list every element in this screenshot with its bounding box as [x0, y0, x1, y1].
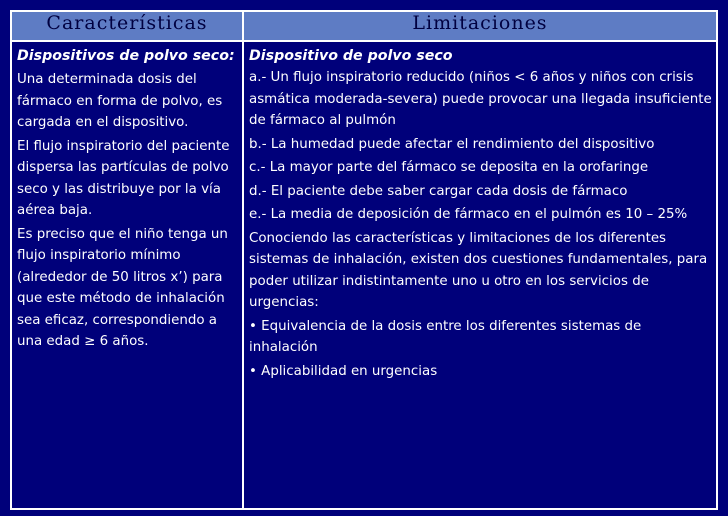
- characteristics-paragraph: Es preciso que el niño tenga un flujo inspiratorio mínimo (alrededor de 50 litros x’) para que este método de inhalación sea eficaz, correspondiendo a una edad ≥ 6 años.: [17, 226, 228, 349]
- characteristics-paragraph: Una determinada dosis del fármaco en forma de polvo, es cargada en el dispositivo.: [17, 72, 223, 130]
- limitations-heading: Dispositivo de polvo seco: [249, 48, 453, 64]
- limitations-cell: [243, 41, 717, 509]
- body-row: [11, 41, 717, 509]
- characteristics-cell: [11, 41, 243, 509]
- limitation-item: d.- El paciente debe saber cargar cada dosis de fármaco: [249, 183, 628, 199]
- header-caracteristicas: Características: [11, 11, 243, 41]
- header-limitaciones: Limitaciones: [243, 11, 717, 41]
- comparison-table: [10, 10, 718, 510]
- header-row: [11, 11, 717, 41]
- characteristics-heading: Dispositivos de polvo seco:: [17, 48, 235, 64]
- characteristics-paragraph: El flujo inspiratorio del paciente dispersa las partículas de polvo seco y las distribuye por la vía aérea baja.: [17, 138, 230, 218]
- limitation-item: e.- La media de deposición de fármaco en el pulmón es 10 – 25%: [249, 207, 688, 222]
- bullet-item: • Equivalencia de la dosis entre los diferentes sistemas de inhalación: [249, 318, 642, 355]
- limitation-item: a.- Un flujo inspiratorio reducido (niños < 6 años y niños con crisis asmática moderada-severa) puede provocar una llegada insuficiente de fármaco al pulmón: [249, 70, 712, 128]
- limitation-item: c.- La mayor parte del fármaco se deposita en la orofaringe: [249, 160, 649, 175]
- conclusion-text: Conociendo las características y limitaciones de los diferentes sistemas de inhalación, existen dos cuestiones fundamentales, para poder utilizar indistintamente uno u otro en los servicios de urgencias:: [249, 230, 708, 310]
- limitation-item: b.- La humedad puede afectar el rendimiento del dispositivo: [249, 136, 655, 152]
- bullet-item: • Aplicabilidad en urgencias: [249, 363, 438, 379]
